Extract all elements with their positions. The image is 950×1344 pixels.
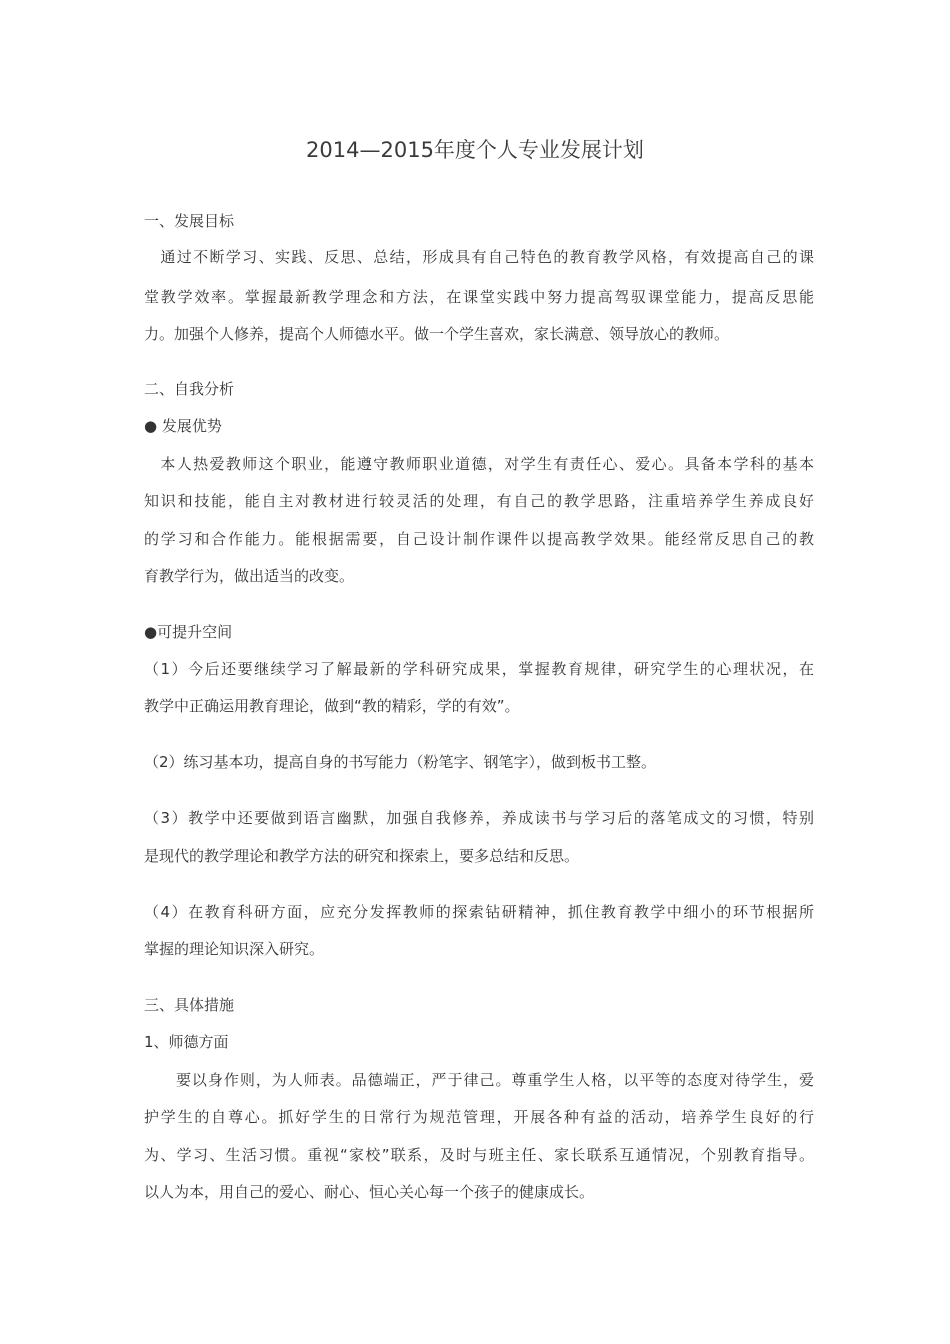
ethics-paragraph-line: 要以身作则，为人师表。品德端正，严于律己。尊重学生人格，以平等的态度对待学生，爱	[144, 1071, 814, 1089]
ethics-paragraph-line: 以人为本，用自己的爱心、耐心、恒心关心每一个孩子的健康成长。	[144, 1183, 595, 1201]
improvement-item-1-line: （1）今后还要继续学习了解最新的学科研究成果，掌握教育规律，研究学生的心理状况，在	[144, 660, 814, 678]
goals-paragraph-line: 通过不断学习、实践、反思、总结，形成具有自己特色的教育教学风格，有效提高自己的课	[144, 248, 814, 266]
document-title: 2014—2015年度个人专业发展计划	[306, 138, 644, 162]
section-heading-self-analysis: 二、自我分析	[144, 380, 235, 398]
strengths-paragraph-line: 的学习和合作能力。能根据需要，自己设计制作课件以提高教学效果。能经常反思自己的教	[144, 530, 814, 548]
improvement-item-4-line: （4）在教育科研方面，应充分发挥教师的探索钻研精神，抓住教育教学中细小的环节根据所	[144, 903, 814, 921]
subheading-improvements: ●可提升空间	[144, 623, 233, 641]
improvement-item-4-line: 掌握的理论知识深入研究。	[144, 940, 325, 958]
section-heading-measures: 三、具体措施	[144, 996, 235, 1014]
subheading-ethics: 1、师德方面	[144, 1033, 229, 1051]
improvement-item-3-line: （3）教学中还要做到语言幽默，加强自我修养，养成读书与学习后的落笔成文的习惯，特别	[144, 809, 814, 827]
goals-paragraph-line: 堂教学效率。掌握最新教学理念和方法，在课堂实践中努力提高驾驭课堂能力，提高反思能	[144, 288, 814, 306]
improvement-item-2-line: （2）练习基本功，提高自身的书写能力（粉笔字、钢笔字），做到板书工整。	[144, 753, 657, 771]
goals-paragraph-line: 力。加强个人修养，提高个人师德水平。做一个学生喜欢，家长满意、领导放心的教师。	[144, 325, 730, 343]
strengths-paragraph-line: 育教学行为，做出适当的改变。	[144, 567, 355, 585]
improvement-item-3-line: 是现代的教学理论和教学方法的研究和探索上，要多总结和反思。	[144, 847, 580, 865]
ethics-paragraph-line: 护学生的自尊心。抓好学生的日常行为规范管理，开展各种有益的活动，培养学生良好的行	[144, 1108, 814, 1126]
section-heading-goals: 一、发展目标	[144, 212, 235, 230]
strengths-paragraph-line: 本人热爱教师这个职业，能遵守教师职业道德，对学生有责任心、爱心。具备本学科的基本	[144, 455, 814, 473]
ethics-paragraph-line: 为、学习、生活习惯。重视“家校”联系，及时与班主任、家长联系互通情况，个别教育指导。	[144, 1146, 814, 1164]
strengths-paragraph-line: 知识和技能，能自主对教材进行较灵活的处理，有自己的教学思路，注重培养学生养成良好	[144, 492, 814, 510]
subheading-strengths: ● 发展优势	[144, 417, 222, 435]
improvement-item-1-line: 教学中正确运用教育理论，做到“教的精彩，学的有效”。	[144, 697, 520, 715]
